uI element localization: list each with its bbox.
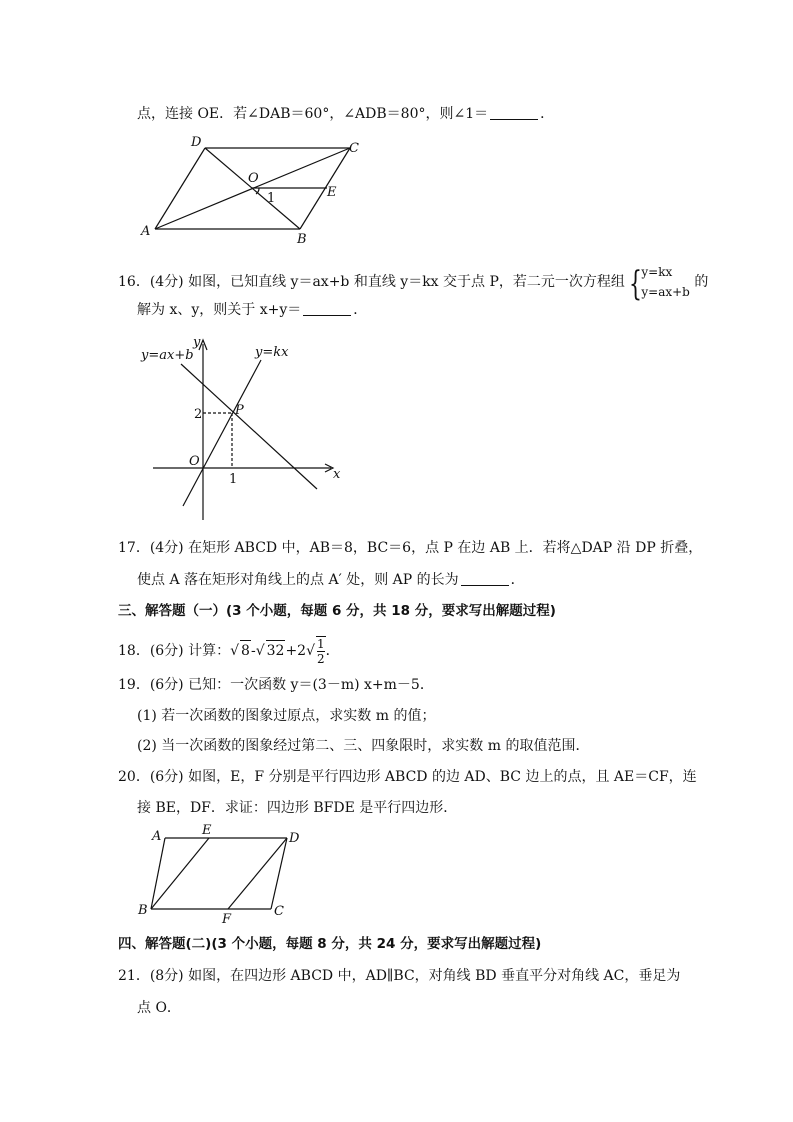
fig15-label-b: B [297,232,307,247]
fig20-label-f: F [222,912,232,924]
fig15-label-1: 1 [267,191,276,206]
fig16-label-o: O [189,454,200,469]
fig20-side-ba [151,838,165,909]
q18-plus2: +2 [285,643,307,659]
q16-brace: { [629,264,643,304]
q18-sqrt-sign-1: √ [230,643,240,659]
fig16-tick-1: 1 [229,472,238,487]
q18-fraction [316,636,326,666]
q19-sub2: (2) 当一次函数的图象经过第二、三、四象限时，求实数 m 的取值范围． [137,738,590,754]
fig16-tick-2: 2 [194,407,203,422]
q16-stem: 16．(4分) 如图，已知直线 y＝ax+b 和直线 y＝kx 交于点 P，若二元一次方程组 [118,274,625,290]
section-4-title: 四、解答题(二)(3 个小题，每题 8 分，共 24 分，要求写出解题过程) [118,936,542,952]
fig15-label-e: E [327,185,337,200]
q17-end: ． [510,572,525,588]
fig20-label-e: E [202,823,212,838]
q18-radicand-2: 32 [266,640,286,661]
fig20-segment-be [151,838,209,909]
q18-radicand-1: 8 [240,640,251,661]
q18-end: ． [325,643,340,659]
q19-sub1: (1) 若一次函数的图象过原点，求实数 m 的值； [137,708,436,724]
q17-line1: 17．(4分) 在矩形 ABCD 中，AB＝8，BC＝6，点 P 在边 AB 上．若将△DAP 沿 DP 折叠， [118,540,703,556]
section-3-title: 三、解答题（一）(3 个小题，每题 6 分，共 18 分，要求写出解题过程) [118,603,556,619]
q18-numerator: 1 [317,637,325,651]
fig20-side-dc [271,838,287,909]
q15-end: ． [540,106,555,122]
fig20-label-c: C [274,904,284,919]
q18-denominator: 2 [317,652,325,666]
q20-line1: 20．(6分) 如图，E，F 分别是平行四边形 ABCD 的边 AD、BC 边上的点，且 AE＝CF，连 [118,769,697,785]
q15-text [137,104,554,124]
fig16-label-kx: y=kx [255,345,289,360]
fig16-label-p: P [235,403,244,418]
fig16-label-y: y [193,335,201,350]
fig15-side-ad [155,148,205,229]
q16-end: ． [353,302,368,318]
q15-tail: 点，连接 OE．若∠DAB＝60°，∠ADB＝80°，则∠1＝ [137,106,489,122]
q18-sqrt-sign-3: √ [306,643,315,659]
q16-eq2: y=ax+b [641,285,690,299]
fig16-label-axb: y=ax+b [141,348,194,363]
q16-equation-system [629,262,690,302]
q16-answer-blank [303,301,351,316]
fig20-label-d: D [289,831,300,846]
q15-answer-blank [490,105,538,120]
fig15-label-c: C [349,141,359,156]
figure-16-graph [135,332,355,524]
q18-text [118,636,340,666]
q17-line2 [137,570,525,590]
q16-line2-text: 解为 x、y，则关于 x+y＝ [137,302,302,318]
figure-20-parallelogram [135,822,315,924]
q16-eq1: y=kx [641,265,673,279]
q16-text [118,262,708,302]
q16-line2 [137,300,367,320]
q21-line2: 点 O． [137,1000,181,1016]
figure-15-parallelogram [135,132,365,247]
fig16-label-x: x [333,467,341,482]
fig15-label-d: D [191,135,202,150]
q18-sqrt-sign-2: √ [255,643,265,659]
q20-line2: 接 BE，DF．求证：四边形 BFDE 是平行四边形． [137,800,458,816]
q17-line2-text: 使点 A 落在矩形对角线上的点 A′ 处，则 AP 的长为 [137,572,459,588]
fig20-segment-fd [228,838,287,909]
fig16-line-kx [183,360,261,506]
fig20-label-b: B [138,903,148,918]
q17-answer-blank [461,571,509,586]
q21-line1: 21．(8分) 如图，在四边形 ABCD 中，AD∥BC，对角线 BD 垂直平分对角线 AC，垂足为 [118,968,681,984]
q19-line1: 19．(6分) 已知：一次函数 y＝(3－m) x+m－5． [118,677,434,693]
fig15-label-a: A [141,224,151,239]
fig15-label-o: O [248,171,259,186]
q18-prefix: 18．(6分) 计算： [118,643,231,659]
fig20-label-a: A [152,829,162,844]
q16-de: 的 [694,274,709,290]
q18-minus: - [250,643,256,659]
